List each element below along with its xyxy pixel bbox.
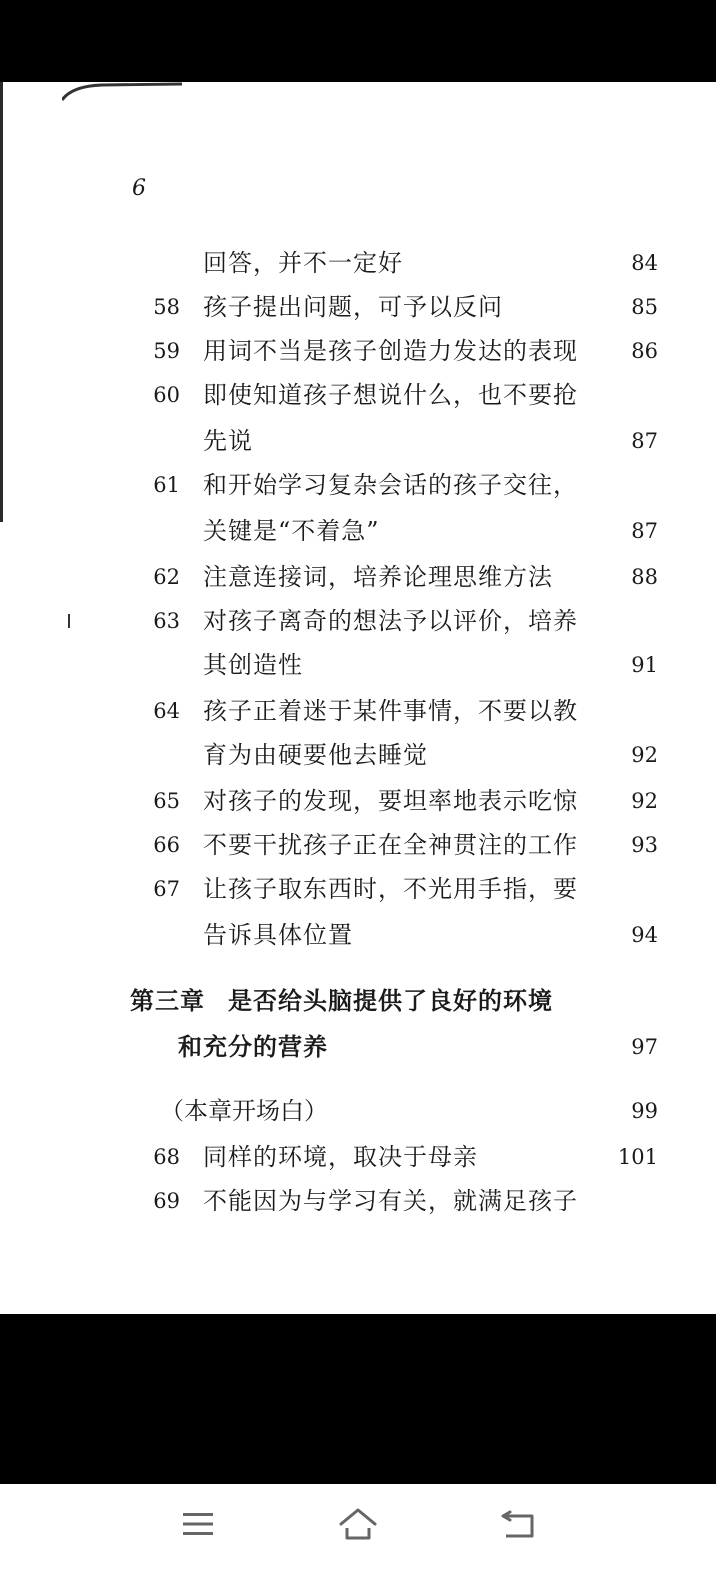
toc-entry[interactable] [0, 424, 716, 458]
toc-entry[interactable] [0, 828, 716, 862]
entry-number: 62 [153, 565, 180, 589]
entry-title: 同样的环境，取决于母亲 [203, 1143, 478, 1171]
toc-entry[interactable] [0, 290, 716, 324]
toc-entry[interactable] [0, 1140, 716, 1174]
back-button[interactable] [496, 1504, 540, 1544]
chapter-intro-title: （本章开场白） [160, 1097, 328, 1125]
entry-number: 68 [153, 1145, 180, 1169]
entry-number: 64 [153, 699, 180, 723]
chapter-label: 第三章 [130, 987, 205, 1015]
entry-page: 93 [631, 833, 658, 857]
entry-number: 66 [153, 833, 180, 857]
chapter-title-line1: 是否给头脑提供了良好的环境 [228, 987, 553, 1015]
menu-icon [182, 1511, 214, 1537]
toc-entry[interactable] [0, 468, 716, 502]
toc-entry[interactable] [0, 514, 716, 548]
entry-page: 87 [631, 519, 658, 543]
entry-title: 孩子正着迷于某件事情，不要以教 [203, 697, 578, 725]
entry-page: 92 [631, 743, 658, 767]
entry-title: 回答，并不一定好 [203, 249, 403, 277]
toc-entry[interactable] [0, 246, 716, 280]
entry-number: 58 [153, 295, 180, 319]
toc-entry[interactable] [0, 604, 716, 638]
home-button[interactable] [336, 1504, 380, 1544]
system-navigation-bar [0, 1484, 716, 1570]
entry-title: 告诉具体位置 [203, 921, 353, 949]
entry-title: 和开始学习复杂会话的孩子交往， [203, 471, 578, 499]
entry-title: 先说 [203, 427, 253, 455]
menu-button[interactable] [176, 1504, 220, 1544]
entry-number: 63 [153, 609, 180, 633]
chapter-title-line2: 和充分的营养 [178, 1033, 328, 1061]
home-icon [338, 1507, 378, 1541]
toc-entry[interactable] [0, 694, 716, 728]
entry-title: 孩子提出问题，可予以反问 [203, 293, 503, 321]
entry-page: 99 [631, 1099, 658, 1123]
toc-entry[interactable] [0, 1184, 716, 1218]
entry-title: 育为由硬要他去睡觉 [203, 741, 428, 769]
entry-page: 94 [631, 923, 658, 947]
entry-title: 关键是“不着急” [203, 517, 380, 545]
entry-number: 61 [153, 473, 180, 497]
entry-title: 让孩子取东西时，不光用手指，要 [203, 875, 578, 903]
chapter-heading-line2 [0, 1030, 716, 1064]
entry-page: 87 [631, 429, 658, 453]
entry-page: 85 [631, 295, 658, 319]
entry-page: 91 [631, 653, 658, 677]
chapter-heading-line1 [0, 984, 716, 1018]
entry-number: 65 [153, 789, 180, 813]
page-number: 6 [132, 176, 146, 201]
chapter-page: 97 [631, 1035, 658, 1059]
back-icon [500, 1508, 536, 1540]
entry-title: 不要干扰孩子正在全神贯注的工作 [203, 831, 578, 859]
entry-title: 其创造性 [203, 651, 303, 679]
entry-page: 88 [631, 565, 658, 589]
entry-number: 69 [153, 1189, 180, 1213]
toc-entry[interactable] [0, 334, 716, 368]
entry-number: 67 [153, 877, 180, 901]
entry-page: 101 [617, 1145, 658, 1169]
entry-title: 注意连接词，培养论理思维方法 [203, 563, 553, 591]
toc-entry[interactable] [0, 872, 716, 906]
toc-entry[interactable] [0, 918, 716, 952]
entry-title: 用词不当是孩子创造力发达的表现 [203, 337, 578, 365]
toc-entry[interactable] [0, 648, 716, 682]
entry-title: 对孩子的发现，要坦率地表示吃惊 [203, 787, 578, 815]
entry-page: 84 [631, 251, 658, 275]
entry-title: 不能因为与学习有关，就满足孩子 [203, 1187, 578, 1215]
toc-entry[interactable] [0, 738, 716, 772]
entry-page: 92 [631, 789, 658, 813]
entry-number: 60 [153, 383, 180, 407]
toc-entry[interactable] [0, 560, 716, 594]
entry-page: 86 [631, 339, 658, 363]
entry-title: 即使知道孩子想说什么，也不要抢 [203, 381, 578, 409]
entry-title: 对孩子离奇的想法予以评价，培养 [203, 607, 578, 635]
entry-number: 59 [153, 339, 180, 363]
scanned-page[interactable] [0, 82, 716, 1314]
toc-entry[interactable] [0, 1094, 716, 1128]
scan-curve-mark [62, 82, 182, 102]
toc-entry[interactable] [0, 378, 716, 412]
toc-entry[interactable] [0, 784, 716, 818]
